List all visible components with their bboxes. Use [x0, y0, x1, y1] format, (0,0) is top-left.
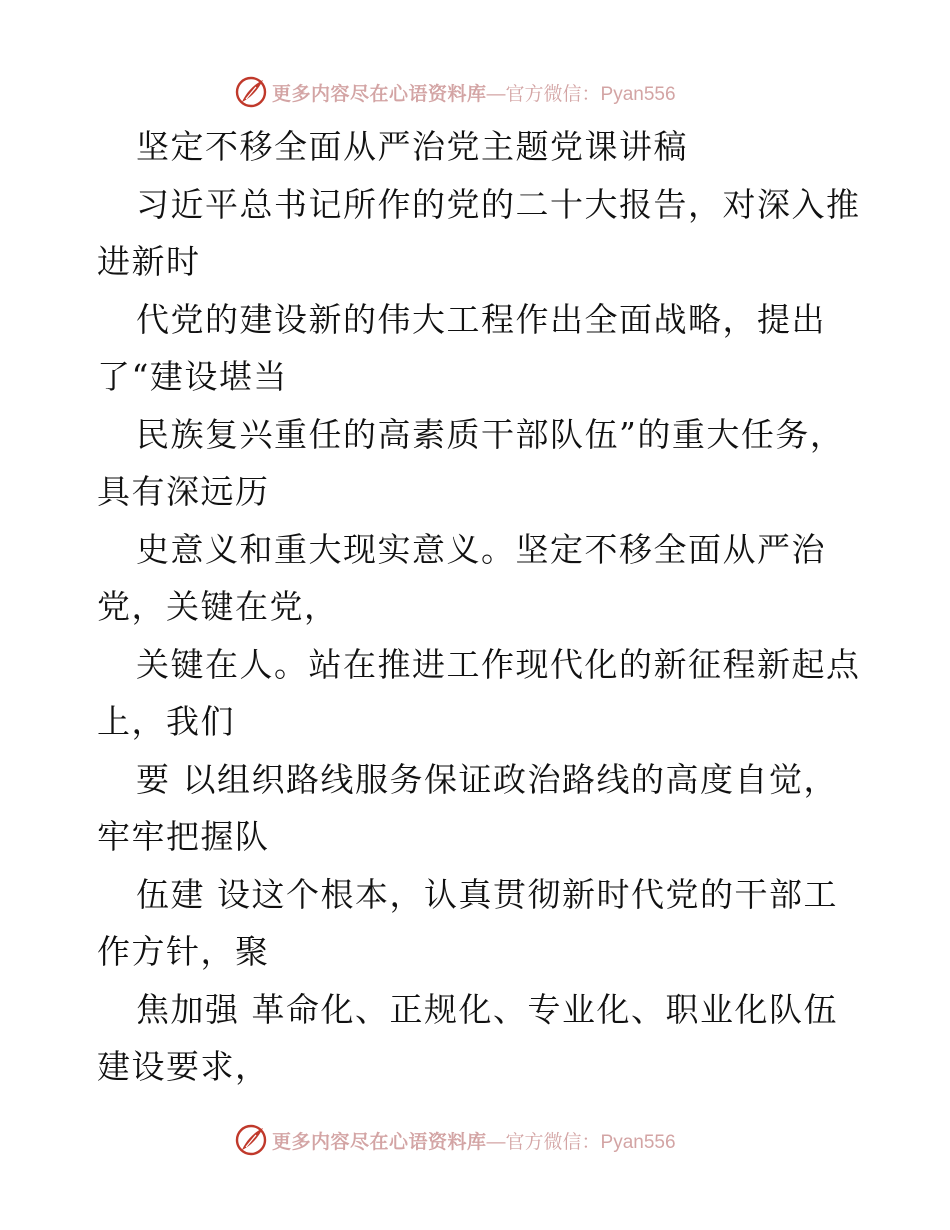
quill-pen-logo-icon — [234, 1123, 268, 1157]
doc-line: 习近平总书记所作的党的二十大报告，对深入推 — [136, 184, 861, 224]
doc-line: 牢牢把握队 — [97, 817, 270, 856]
doc-line: 关键在人。站在推进工作现代化的新征程新起点 — [136, 644, 861, 684]
doc-title: 坚定不移全面从严治党主题党课讲稿 — [136, 127, 688, 166]
quill-pen-logo-icon — [234, 75, 268, 109]
doc-line: 民族复兴重任的高素质干部队伍”的重大任务， — [136, 414, 845, 454]
doc-line: 上，我们 — [97, 702, 235, 741]
doc-line: 进新时 — [97, 242, 201, 281]
watermark-contact: —官方微信：Pyan556 — [486, 83, 676, 105]
doc-line: 史意义和重大现实意义。坚定不移全面从严治 — [136, 529, 826, 569]
watermark-brand: 更多内容尽在心语资料库 — [272, 82, 487, 105]
header-watermark — [234, 72, 676, 112]
doc-line: 党，关键在党， — [97, 587, 339, 626]
doc-line: 作方针，聚 — [97, 932, 270, 971]
doc-line: 具有深远历 — [97, 472, 270, 511]
doc-line: 焦加强 革命化、正规化、专业化、职业化队伍 — [136, 989, 838, 1029]
doc-line: 伍建 设这个根本，认真贯彻新时代党的干部工 — [136, 874, 838, 914]
watermark-brand: 更多内容尽在心语资料库 — [272, 1130, 487, 1153]
document-body — [97, 118, 861, 1096]
doc-line: 要 以组织路线服务保证政治路线的高度自觉， — [136, 759, 838, 799]
doc-line: 了“建设堪当 — [97, 357, 288, 396]
doc-line: 建设要求， — [97, 1047, 270, 1086]
watermark-contact: —官方微信：Pyan556 — [486, 1131, 676, 1153]
doc-line: 代党的建设新的伟大工程作出全面战略，提出 — [136, 299, 826, 339]
footer-watermark — [234, 1120, 676, 1160]
